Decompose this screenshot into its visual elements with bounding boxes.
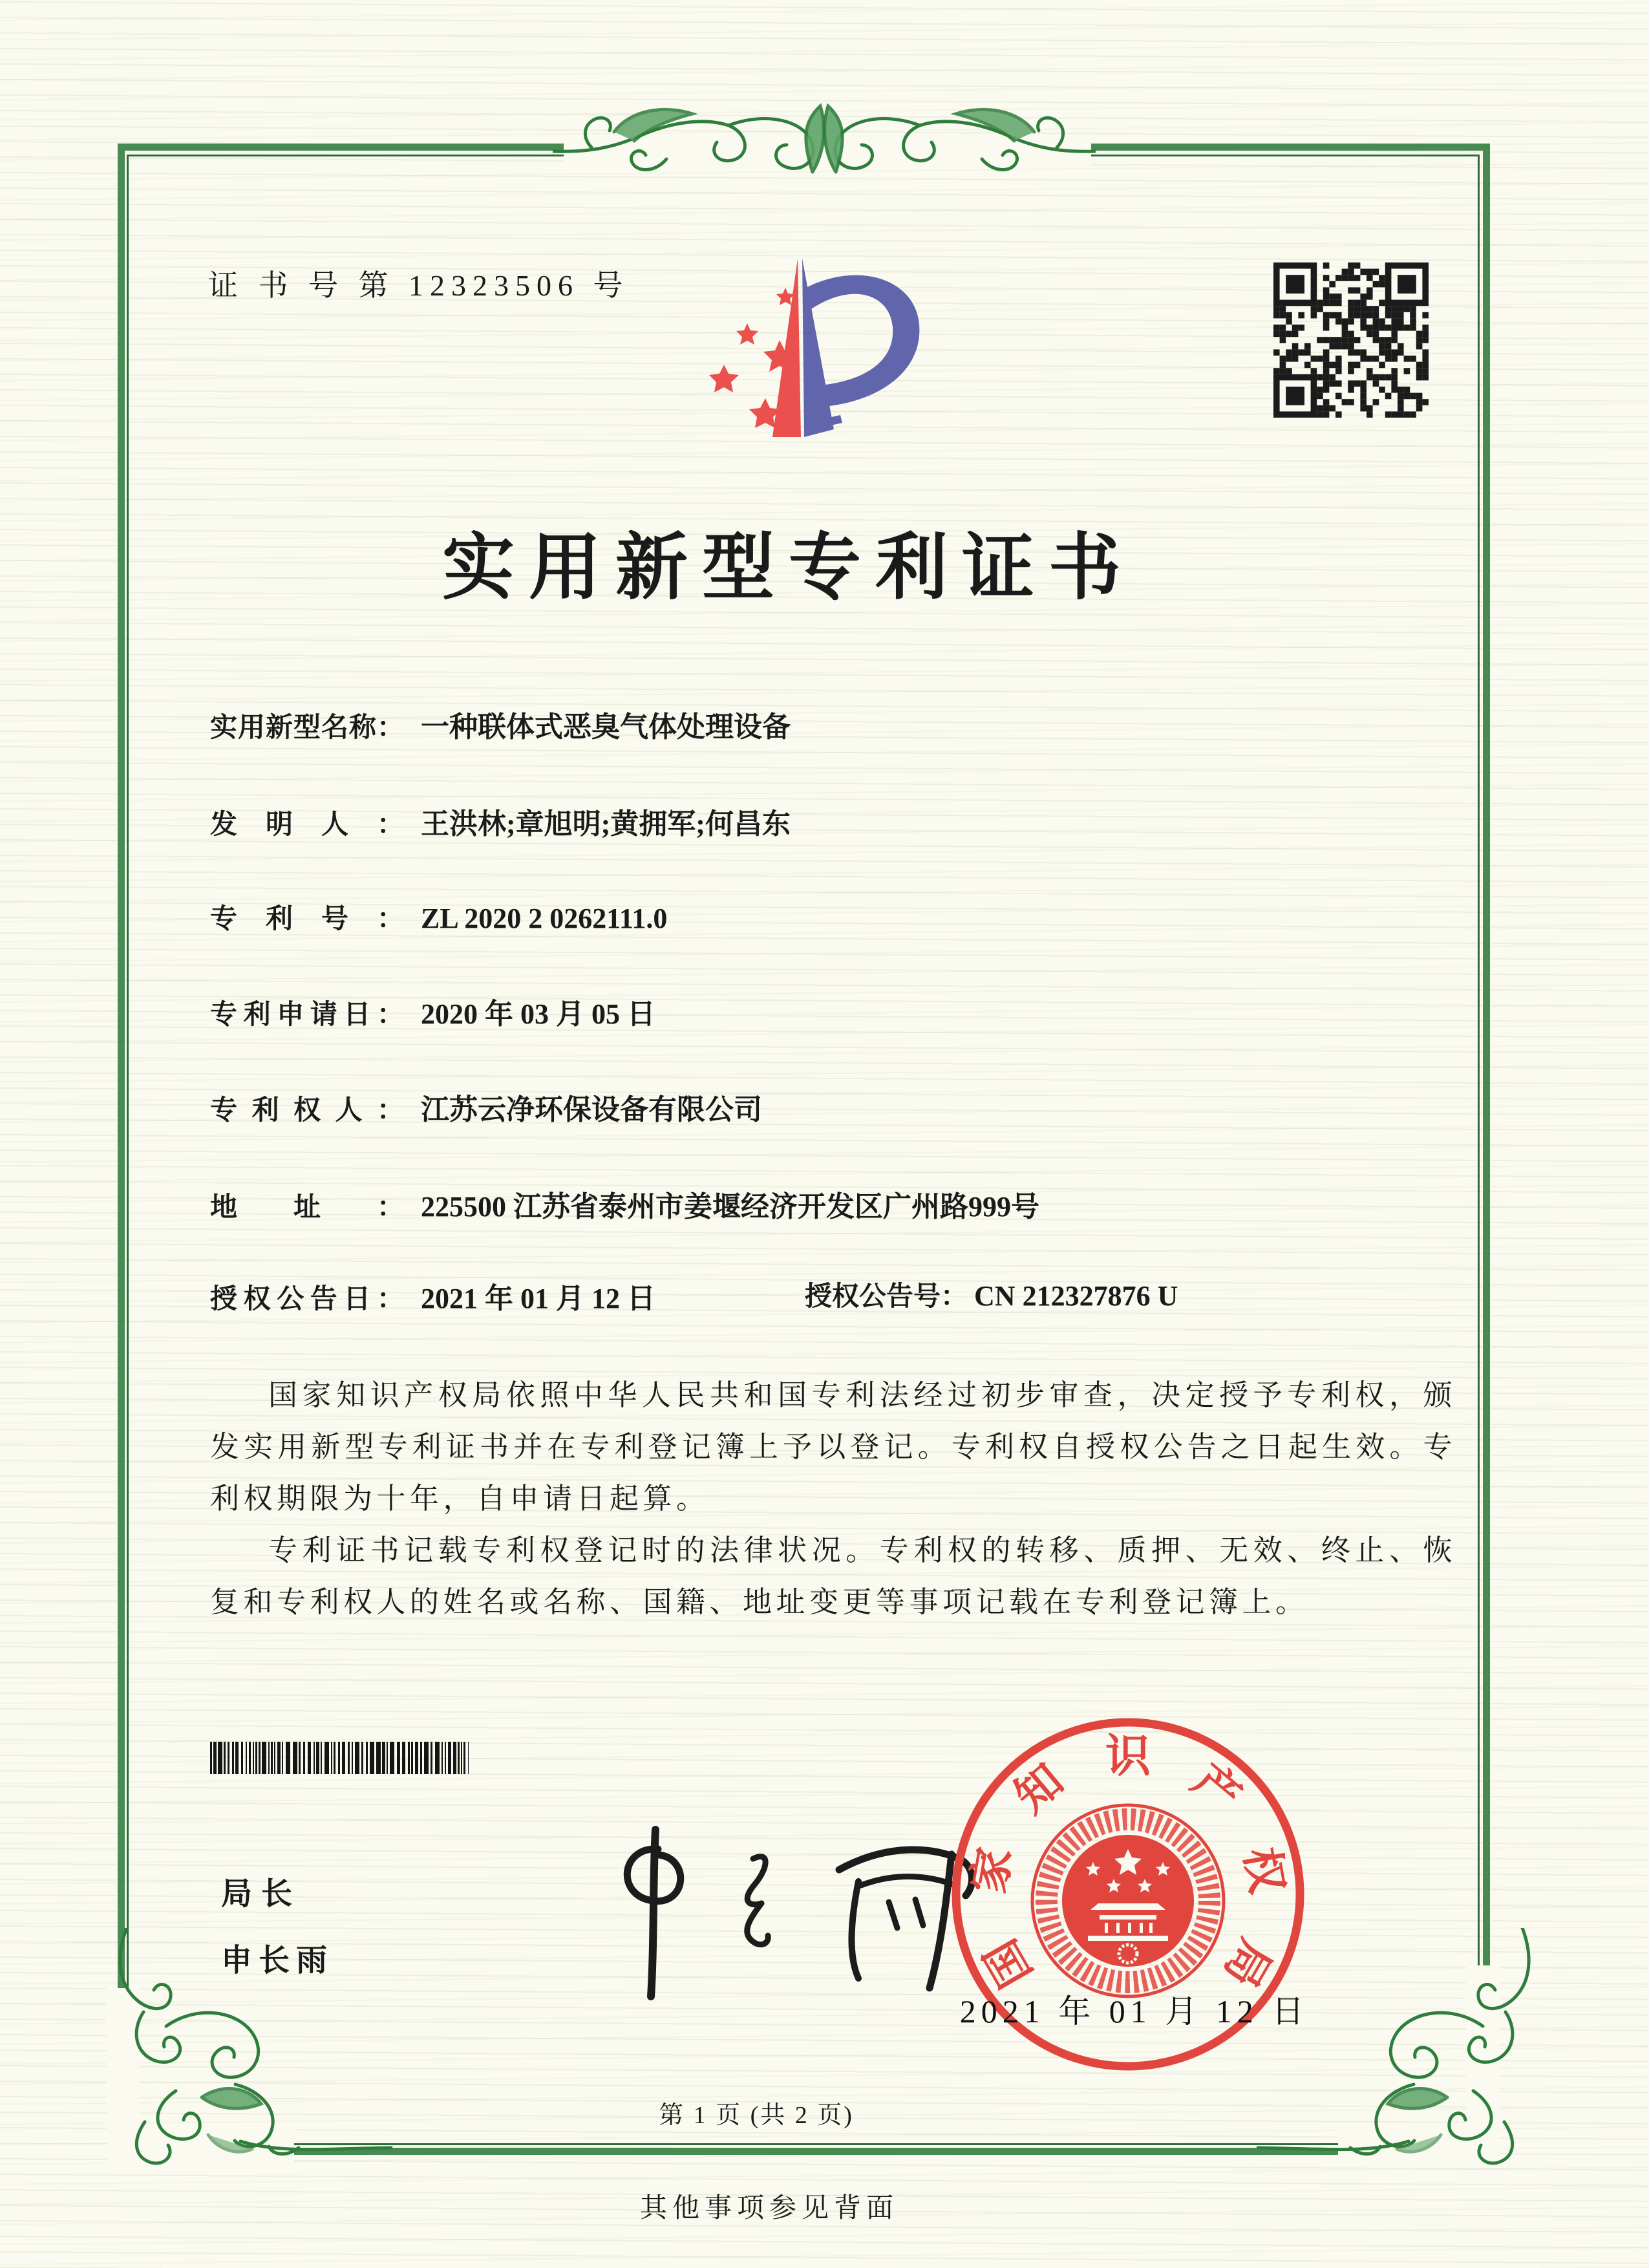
director-name: 申长雨 — [221, 1943, 334, 1978]
seal-national-emblem — [1032, 1805, 1224, 1996]
certificate-number: 证 书 号 第 12323506 号 — [208, 269, 630, 302]
grant-date-label: 授权公告日： — [210, 1285, 404, 1314]
certificate-title: 实用新型专利证书 — [442, 528, 1135, 608]
svg-text:国: 国 — [976, 1931, 1042, 1995]
grant-number-value: CN 212327876 U — [974, 1280, 1178, 1312]
legal-paragraph-1: 国家知识产权局依照中华人民共和国专利法经过初步审查，决定授予专利权，颁发实用新型专利证书并在专利登记簿上予以登记。专利权自授权公告之日起生效。专利权期限为十年，自申请日起算。 — [210, 1379, 1456, 1515]
field-row-patentee — [210, 1086, 762, 1125]
field-row-inventors — [210, 800, 791, 839]
svg-text:知: 知 — [1006, 1755, 1073, 1823]
field-value: 225500 江苏省泰州市姜堰经济开发区广州路999号 — [421, 1191, 1039, 1223]
field-label: 实用新型名称： — [210, 713, 404, 743]
field-label: 专利号： — [210, 904, 404, 934]
cnipa-logo — [690, 251, 930, 445]
field-value: 2020 年 03 月 05 日 — [421, 998, 655, 1030]
field-row-patent-number — [210, 897, 667, 936]
logo-p-bowl — [807, 275, 919, 407]
svg-text:局: 局 — [1214, 1931, 1280, 1995]
field-row-name — [210, 703, 791, 742]
grant-number-pair — [805, 1275, 1178, 1314]
legal-paragraph-2: 专利证书记载专利权登记时的法律状况。专利权的转移、质押、无效、终止、恢复和专利权人的姓名或名称、国籍、地址变更等事项记载在专利登记簿上。 — [210, 1534, 1456, 1618]
svg-text:识: 识 — [1105, 1732, 1151, 1782]
grant-number-label: 授权公告号： — [805, 1282, 968, 1312]
director-title: 局长 — [221, 1877, 302, 1911]
svg-text:权: 权 — [1235, 1843, 1292, 1898]
field-value: 王洪林;章旭明;黄拥军;何昌东 — [421, 808, 791, 840]
barcode — [210, 1742, 471, 1774]
field-label: 发明人： — [210, 810, 404, 840]
field-label: 专利申请日： — [210, 1000, 404, 1030]
field-label: 地址： — [210, 1193, 404, 1223]
svg-text:家: 家 — [964, 1843, 1021, 1898]
legal-text — [210, 1369, 1456, 1628]
seal-date: 2021 年 01 月 12 日 — [959, 1993, 1310, 2029]
field-row-address — [210, 1183, 1039, 1222]
grant-date-value: 2021 年 01 月 12 日 — [421, 1283, 655, 1314]
official-seal — [941, 1707, 1328, 2101]
qr-code — [1273, 262, 1429, 418]
field-value: 一种联体式恶臭气体处理设备 — [421, 711, 791, 743]
field-row-grant — [210, 1275, 1178, 1314]
page-number: 第 1 页 (共 2 页) — [659, 2102, 854, 2129]
back-side-note: 其他事项参见背面 — [639, 2194, 899, 2223]
svg-text:产: 产 — [1183, 1755, 1250, 1823]
field-label: 专利权人： — [210, 1096, 404, 1126]
field-value: 江苏云净环保设备有限公司 — [421, 1094, 762, 1126]
field-value: ZL 2020 2 0262111.0 — [421, 903, 668, 934]
top-border-ornament — [553, 96, 1096, 196]
field-row-filing-date — [210, 990, 655, 1029]
